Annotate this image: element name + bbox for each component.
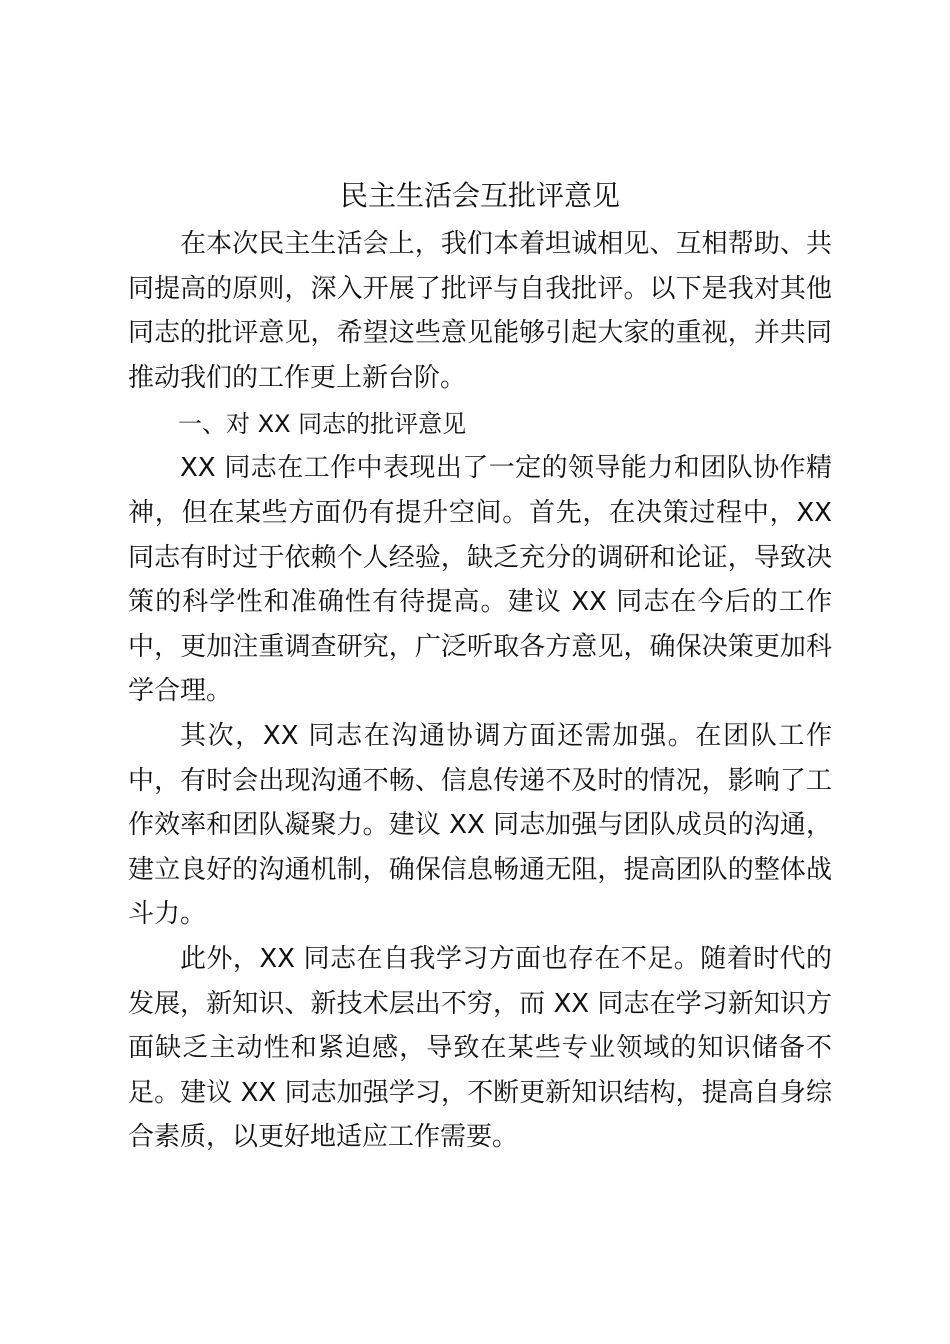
document-page [128,174,832,1160]
section-heading: 一、对 XX 同志的批评意见 [178,410,467,439]
body-paragraph-3: 此外，XX 同志在自我学习方面也存在不足。随着时代的发展，新知识、新技术层出不穷，而 XX 同志在学习新知识方面缺乏主动性和紧迫感，导致在某些专业领域的知识储备不足。建议 XX 同志加强学习，不断更新知识结构，提高自身综合素质，以更好地适应工作需要。 [128,943,832,1153]
body-paragraph-2: 其次，XX 同志在沟通协调方面还需加强。在团队工作中，有时会出现沟通不畅、信息传递不及时的情况，影响了工作效率和团队凝聚力。建议 XX 同志加强与团队成员的沟通，建立良好的沟通机制，确保信息畅通无阻，提高团队的整体战斗力。 [128,720,832,930]
intro-paragraph: 在本次民主生活会上，我们本着坦诚相见、互相帮助、共同提高的原则，深入开展了批评与自我批评。以下是我对其他同志的批评意见，希望这些意见能够引起大家的重视，并共同推动我们的工作更上新台阶。 [128,229,832,393]
body-paragraph-1: XX 同志在工作中表现出了一定的领导能力和团队协作精神，但在某些方面仍有提升空间。首先，在决策过程中，XX 同志有时过于依赖个人经验，缺乏充分的调研和论证，导致决策的科学性和准确性有待提高。建议 XX 同志在今后的工作中，更加注重调查研究，广泛听取各方意见，确保决策更加科学合理。 [128,453,832,707]
document-title: 民主生活会互批评意见 [339,179,620,212]
